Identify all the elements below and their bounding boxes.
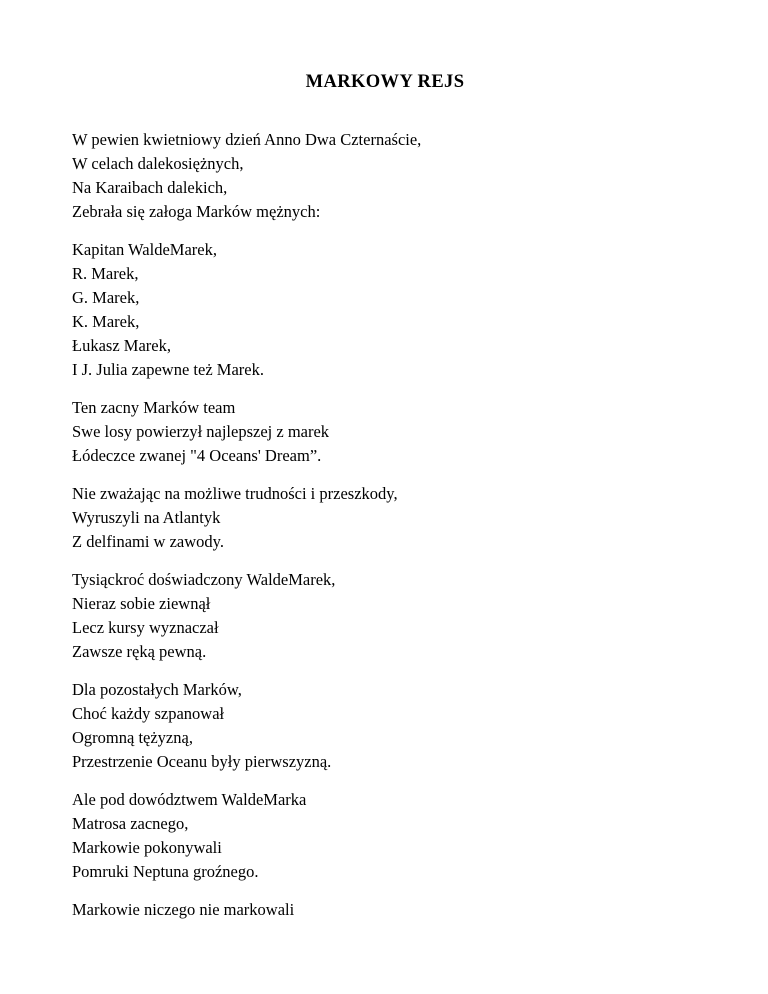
poem-line: Dla pozostałych Marków, [72,680,242,699]
poem-line: Z delfinami w zawody. [72,532,224,551]
poem-line: K. Marek, [72,312,140,331]
poem-line: Swe losy powierzył najlepszej z marek [72,422,330,441]
poem-line: Nie zważając na możliwe trudności i przeszkody, [72,484,398,503]
poem-body [72,128,698,922]
poem-line: Na Karaibach dalekich, [72,178,228,197]
poem-stanza-4 [72,482,698,554]
poem-line: Markowie pokonywali [72,838,222,857]
poem-line: Wyruszyli na Atlantyk [72,508,221,527]
poem-line: Zebrała się załoga Marków mężnych: [72,202,321,221]
poem-line: W celach dalekosiężnych, [72,154,244,173]
poem-stanza-3 [72,396,698,468]
poem-line: Ogromną tężyzną, [72,728,193,747]
poem-line: I J. Julia zapewne też Marek. [72,360,264,379]
poem-stanza-8 [72,898,698,922]
poem-line: Matrosa zacnego, [72,814,189,833]
poem-line: Łódeczce zwanej "4 Oceans' Dream”. [72,446,322,465]
poem-line: G. Marek, [72,288,140,307]
poem-line: Łukasz Marek, [72,336,171,355]
poem-line: Kapitan WaldeMarek, [72,240,217,259]
poem-line: R. Marek, [72,264,139,283]
poem-line: Zawsze ręką pewną. [72,642,207,661]
poem-line: W pewien kwietniowy dzień Anno Dwa Czternaście, [72,130,422,149]
poem-stanza-1 [72,128,698,224]
poem-line: Przestrzenie Oceanu były pierwszyzną. [72,752,332,771]
poem-stanza-6 [72,678,698,774]
poem-line: Choć każdy szpanował [72,704,225,723]
poem-line: Ten zacny Marków team [72,398,236,417]
poem-stanza-2 [72,238,698,382]
poem-line: Nieraz sobie ziewnął [72,594,211,613]
poem-line: Ale pod dowództwem WaldeMarka [72,790,307,809]
poem-line: Tysiąckroć doświadczony WaldeMarek, [72,570,336,589]
poem-line: Lecz kursy wyznaczał [72,618,219,637]
poem-line: Markowie niczego nie markowali [72,900,295,919]
poem-stanza-5 [72,568,698,664]
document-title: MARKOWY REJS [305,72,465,92]
poem-line: Pomruki Neptuna groźnego. [72,862,259,881]
poem-stanza-7 [72,788,698,884]
